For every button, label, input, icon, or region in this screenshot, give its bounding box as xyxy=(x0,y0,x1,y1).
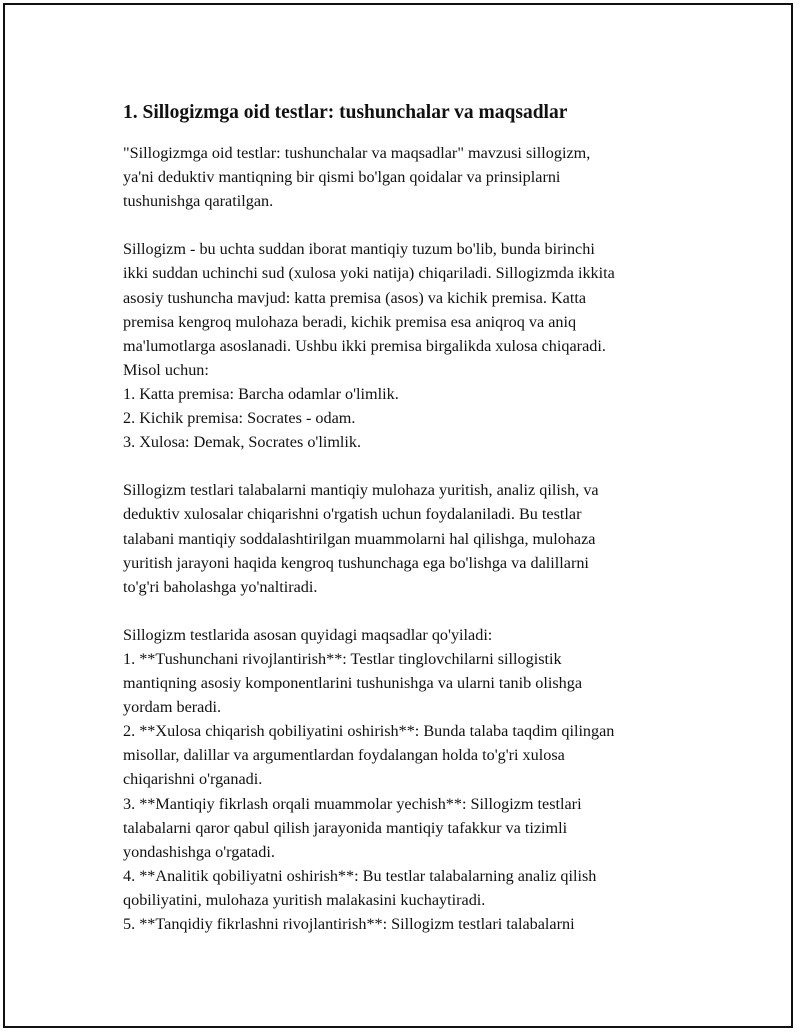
document-title: 1. Sillogizmga oid testlar: tushunchalar va maqsadlar xyxy=(123,102,568,123)
text-line: misollar, dalillar va argumentlardan foydalangan holda to'g'ri xulosa xyxy=(123,746,565,765)
text-line: ya'ni deduktiv mantiqning bir qismi bo'lgan qoidalar va prinsiplarni xyxy=(123,168,561,187)
text-line: chiqarishni o'rganadi. xyxy=(123,770,263,789)
text-line: deduktiv xulosalar chiqarishni o'rgatish uchun foydalaniladi. Bu testlar xyxy=(123,505,582,524)
list-item: 2. **Xulosa chiqarish qobiliyatini oshirish**: Bunda talaba taqdim qilingan xyxy=(123,722,615,741)
text-line: "Sillogizmga oid testlar: tushunchalar va maqsadlar" mavzusi sillogizm, xyxy=(123,144,591,162)
text-line: qobiliyatini, mulohaza yuritish malakasini kuchaytiradi. xyxy=(123,890,486,909)
list-item: 1. Katta premisa: Barcha odamlar o'limlik. xyxy=(123,384,399,403)
paragraph-definition xyxy=(123,237,688,454)
text-line: Misol uchun: xyxy=(123,360,209,379)
text-line: talabalarni qaror qabul qilish jarayonida mantiqiy tafakkur va tizimli xyxy=(123,818,568,837)
document-body xyxy=(123,101,688,936)
text-line: Sillogizm testlarida asosan quyidagi maqsadlar qo'yiladi: xyxy=(123,625,493,644)
paragraph-intro xyxy=(123,141,688,213)
text-line: tushunishga qaratilgan. xyxy=(123,192,274,211)
text-line: ikki suddan uchinchi sud (xulosa yoki natija) chiqariladi. Sillogizmda ikkita xyxy=(123,264,615,283)
list-item: 3. Xulosa: Demak, Socrates o'limlik. xyxy=(123,433,362,452)
text-line: yuritish jarayoni haqida kengroq tushunchaga ega bo'lishga va dalillarni xyxy=(123,553,589,572)
text-line: yordam beradi. xyxy=(123,698,221,717)
list-item: 5. **Tanqidiy fikrlashni rivojlantirish**: Sillogizm testlari talabalarni xyxy=(123,915,575,933)
list-item: 4. **Analitik qobiliyatni oshirish**: Bu testlar talabalarning analiz qilish xyxy=(123,866,597,885)
text-line: talabani mantiqiy soddalashtirilgan muammolarni hal qilishga, mulohaza xyxy=(123,529,596,548)
text-line: Sillogizm testlari talabalarni mantiqiy mulohaza yuritish, analiz qilish, va xyxy=(123,481,599,500)
text-line: premisa kengroq mulohaza beradi, kichik premisa esa aniqroq va aniq xyxy=(123,312,577,331)
paragraph-usage xyxy=(123,478,688,598)
list-item: 1. **Tushunchani rivojlantirish**: Testlar tinglovchilarni sillogistik xyxy=(123,649,562,668)
text-line: asosiy tushuncha mavjud: katta premisa (asos) va kichik premisa. Katta xyxy=(123,288,587,307)
text-line: to'g'ri baholashga yo'naltiradi. xyxy=(123,577,318,596)
list-item: 2. Kichik premisa: Socrates - odam. xyxy=(123,409,356,428)
page-frame xyxy=(3,3,793,1028)
list-item: 3. **Mantiqiy fikrlash orqali muammolar yechish**: Sillogizm testlari xyxy=(123,794,582,813)
text-line: Sillogizm - bu uchta suddan iborat mantiqiy tuzum bo'lib, bunda birinchi xyxy=(123,240,595,259)
text-line: mantiqning asosiy komponentlarini tushunishga va ularni tanib olishga xyxy=(123,674,583,693)
text-line: yondashishga o'rgatadi. xyxy=(123,842,275,861)
text-line: ma'lumotlarga asoslanadi. Ushbu ikki premisa birgalikda xulosa chiqaradi. xyxy=(123,336,606,355)
paragraph-goals xyxy=(123,623,688,936)
